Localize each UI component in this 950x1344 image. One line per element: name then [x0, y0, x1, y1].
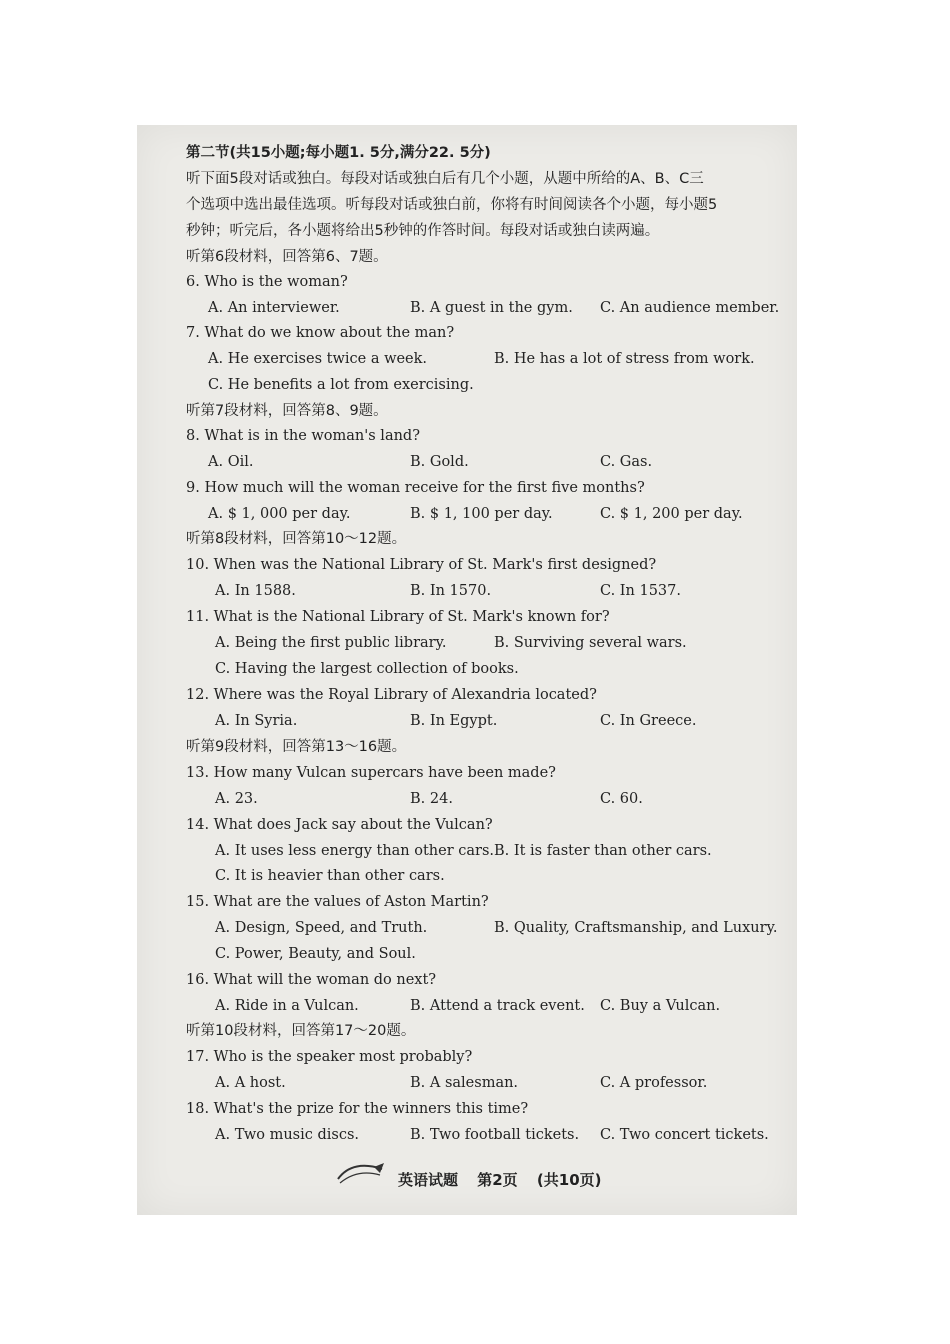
group-label: 听第6段材料，回答第6、7题。: [186, 249, 388, 265]
footer-total: (共10页): [536, 1171, 602, 1189]
option-a: A. $ 1, 000 per day.: [208, 506, 351, 522]
option-c: C. Two concert tickets.: [600, 1127, 769, 1143]
option-c: C. He benefits a lot from exercising.: [208, 377, 474, 393]
group-label: 听第7段材料，回答第8、9题。: [186, 403, 388, 419]
option-c: C. In 1537.: [600, 583, 681, 599]
option-a: A. Two music discs.: [215, 1127, 360, 1143]
question-stem: 18. What's the prize for the winners this time?: [186, 1101, 529, 1117]
option-a: A. Being the first public library.: [215, 635, 447, 651]
question-stem: 11. What is the National Library of St. Mark's known for?: [186, 609, 610, 625]
option-c: C. Having the largest collection of books.: [215, 661, 519, 677]
group-label: 听第8段材料，回答第10～12题。: [186, 531, 407, 547]
option-b: B. 24.: [410, 791, 453, 807]
option-b: B. A salesman.: [410, 1075, 519, 1091]
instructions-line-3: 秒钟；听完后，各小题将给出5秒钟的作答时间。每段对话或独白读两遍。: [186, 223, 660, 239]
section-heading: 第二节(共15小题;每小题1. 5分,满分22. 5分): [186, 145, 491, 161]
instructions-line-1: 听下面5段对话或独白。每段对话或独白后有几个小题，从题中所给的A、B、C三: [186, 171, 704, 187]
option-b: B. In 1570.: [410, 583, 492, 599]
option-b: B. Two football tickets.: [410, 1127, 580, 1143]
option-c: C. A professor.: [600, 1075, 708, 1091]
option-c: C. $ 1, 200 per day.: [600, 506, 743, 522]
option-b: B. $ 1, 100 per day.: [410, 506, 553, 522]
option-c: C. It is heavier than other cars.: [215, 868, 445, 884]
option-b: B. In Egypt.: [410, 713, 498, 729]
group-label: 听第10段材料，回答第17～20题。: [186, 1023, 416, 1039]
option-a: A. In 1588.: [215, 583, 296, 599]
group-label: 听第9段材料，回答第13～16题。: [186, 739, 407, 755]
question-stem: 14. What does Jack say about the Vulcan?: [186, 817, 493, 833]
option-b: B. He has a lot of stress from work.: [494, 351, 755, 367]
option-c: C. Buy a Vulcan.: [600, 998, 721, 1014]
option-a: A. He exercises twice a week.: [208, 351, 428, 367]
question-stem: 15. What are the values of Aston Martin?: [186, 894, 489, 910]
option-a: A. Oil.: [208, 454, 254, 470]
question-stem: 17. Who is the speaker most probably?: [186, 1049, 473, 1065]
option-a: A. Ride in a Vulcan.: [215, 998, 359, 1014]
option-a: A. 23.: [215, 791, 258, 807]
footer-text: [398, 1169, 616, 1190]
question-stem: 9. How much will the woman receive for the first five months?: [186, 480, 645, 496]
question-stem: 12. Where was the Royal Library of Alexandria located?: [186, 687, 597, 703]
option-a: A. Design, Speed, and Truth.: [215, 920, 428, 936]
option-c: C. In Greece.: [600, 713, 697, 729]
footer-page: 第2页: [477, 1171, 518, 1189]
instructions-line-2: 个选项中选出最佳选项。听每段对话或独白前，你将有时间阅读各个小题，每小题5: [186, 197, 718, 213]
option-b: B. It is faster than other cars.: [494, 843, 712, 859]
question-stem: 6. Who is the woman?: [186, 274, 348, 290]
option-b: B. A guest in the gym.: [410, 300, 573, 316]
question-stem: 7. What do we know about the man?: [186, 325, 455, 341]
option-b: B. Surviving several wars.: [494, 635, 687, 651]
option-c: C. 60.: [600, 791, 643, 807]
option-c: C. An audience member.: [600, 300, 780, 316]
page-footer: [0, 1165, 950, 1193]
question-stem: 8. What is in the woman's land?: [186, 428, 420, 444]
option-b: B. Quality, Craftsmanship, and Luxury.: [494, 920, 778, 936]
footer-subject: 英语试题: [398, 1171, 459, 1189]
pen-logo-icon: [334, 1159, 386, 1191]
option-b: B. Gold.: [410, 454, 469, 470]
option-c: C. Gas.: [600, 454, 653, 470]
option-a: A. It uses less energy than other cars.: [215, 843, 495, 859]
option-a: A. A host.: [215, 1075, 286, 1091]
option-b: B. Attend a track event.: [410, 998, 585, 1014]
option-a: A. In Syria.: [215, 713, 298, 729]
question-stem: 16. What will the woman do next?: [186, 972, 437, 988]
option-c: C. Power, Beauty, and Soul.: [215, 946, 416, 962]
question-stem: 13. How many Vulcan supercars have been made?: [186, 765, 556, 781]
question-stem: 10. When was the National Library of St. Mark's first designed?: [186, 557, 657, 573]
option-a: A. An interviewer.: [208, 300, 340, 316]
